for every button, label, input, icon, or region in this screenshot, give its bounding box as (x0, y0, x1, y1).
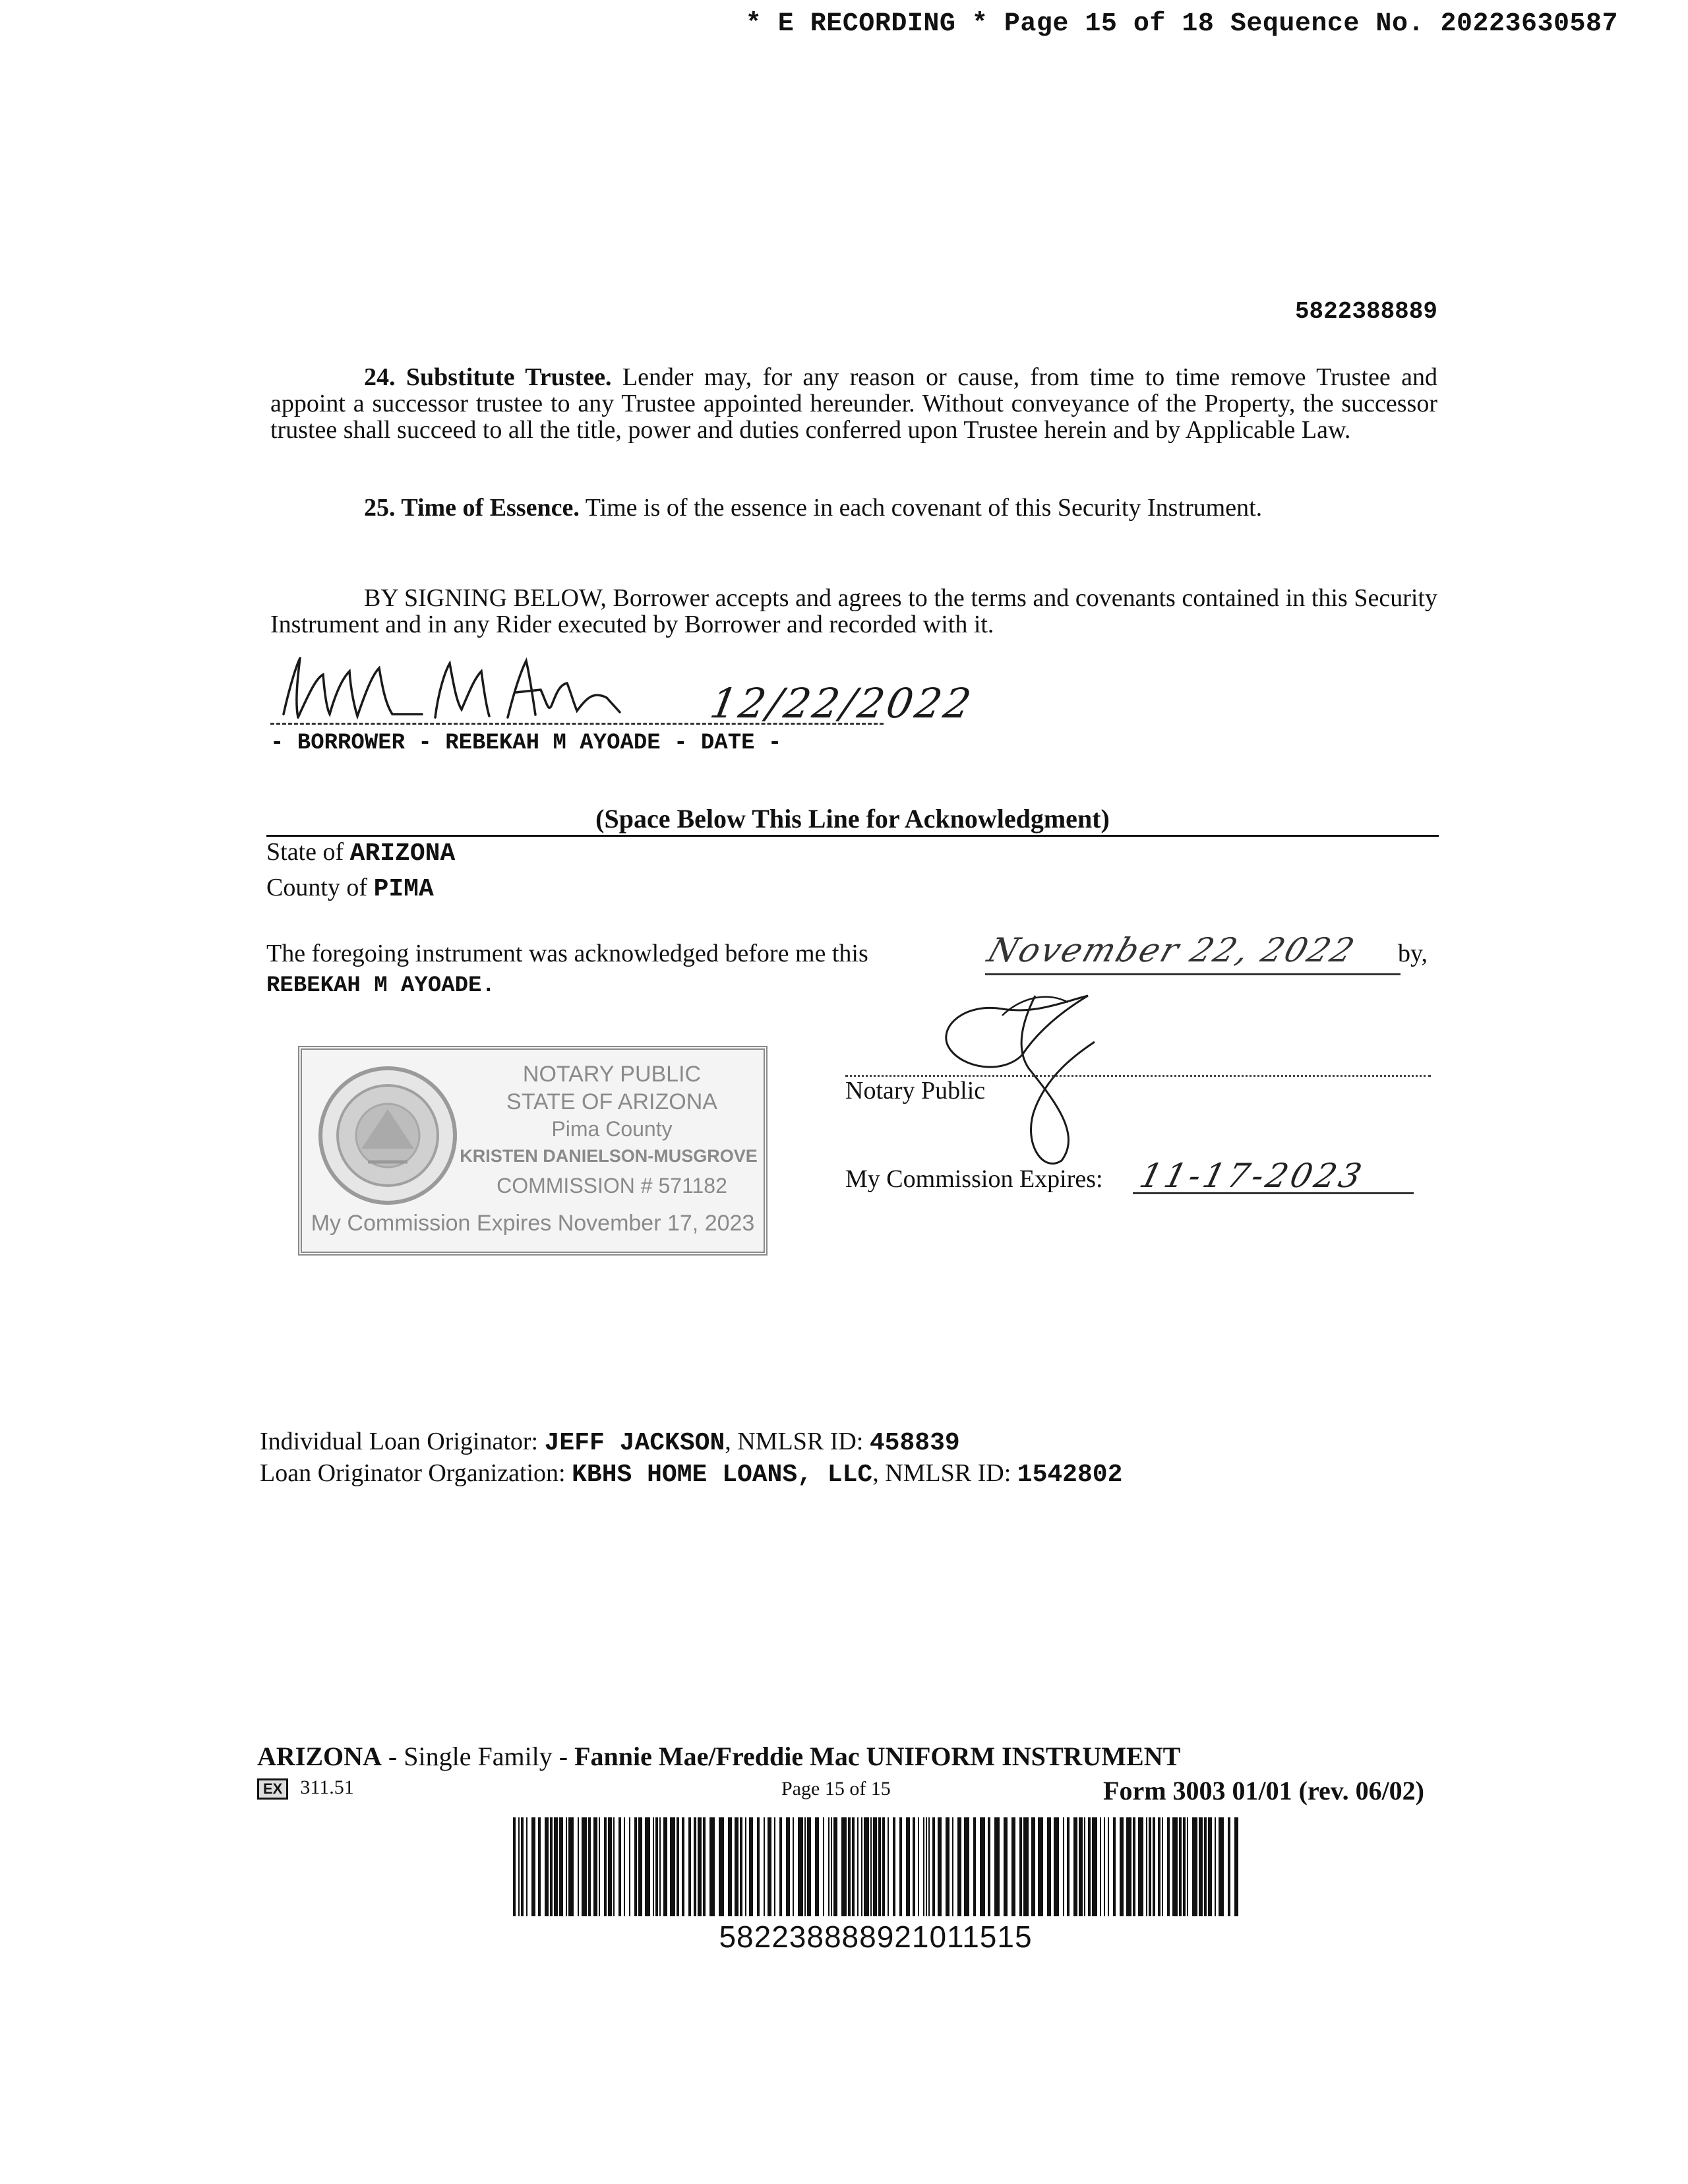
barcode-bar (1228, 1817, 1230, 1916)
barcode-bar (719, 1817, 724, 1916)
state-label: State of (266, 838, 344, 866)
barcode-bar (740, 1817, 742, 1916)
barcode-bar (599, 1817, 600, 1916)
notary-stamp (298, 1046, 768, 1256)
individual-originator-label: Individual Loan Originator: (260, 1428, 539, 1455)
barcode-bar (870, 1817, 872, 1916)
stamp-county: Pima County (551, 1117, 673, 1141)
recording-header: * E RECORDING * Page 15 of 18 Sequence No. 20223630587 (745, 9, 1618, 39)
barcode-bar (1126, 1817, 1131, 1916)
barcode-bar (518, 1817, 520, 1916)
barcode-bar (1038, 1817, 1043, 1916)
barcode-bar (988, 1817, 990, 1916)
form-number: Form 3003 01/01 (rev. 06/02) (1103, 1776, 1424, 1805)
barcode-bar (1162, 1817, 1163, 1916)
barcode-bar (1079, 1817, 1083, 1916)
barcode-bar (1215, 1817, 1216, 1916)
barcode-bar (526, 1817, 528, 1916)
barcode-bar (538, 1817, 541, 1916)
stamp-commission: COMMISSION # 571182 (497, 1174, 727, 1198)
barcode-bar (1219, 1817, 1224, 1916)
commission-date-line (1133, 1192, 1414, 1194)
barcode-bar (831, 1817, 832, 1916)
barcode-bar (634, 1817, 637, 1916)
barcode-bar (513, 1817, 516, 1916)
borrower-signature-date: 12/22/2022 (706, 679, 977, 727)
barcode-bar (957, 1817, 961, 1916)
organization-originator (260, 1459, 1122, 1489)
barcode-bar (973, 1817, 976, 1916)
barcode-bar (757, 1817, 760, 1916)
form-code (257, 1776, 354, 1800)
barcode-bar (550, 1817, 553, 1916)
barcode-bar (928, 1817, 930, 1916)
barcode-bar (645, 1817, 650, 1916)
commission-handwritten-date: 11-17-2023 (1135, 1157, 1369, 1195)
barcode-bar (709, 1817, 715, 1916)
barcode-bar (923, 1817, 924, 1916)
barcode-bar (1084, 1817, 1085, 1916)
barcode-bar (828, 1817, 829, 1916)
county-line (266, 873, 434, 903)
barcode-bar (938, 1817, 942, 1916)
barcode-bar (593, 1817, 597, 1916)
barcode-bar (1011, 1817, 1015, 1916)
barcode-bar (1234, 1817, 1238, 1916)
barcode-bar (1172, 1817, 1178, 1916)
section-24 (270, 364, 1437, 443)
barcode-bar (1019, 1817, 1022, 1916)
barcode-bar (786, 1817, 790, 1916)
barcode-bar (1023, 1817, 1029, 1916)
notary-public-label: Notary Public (845, 1077, 986, 1105)
section-25-title: 25. Time of Essence. (364, 494, 580, 522)
barcode-bar (1199, 1817, 1203, 1916)
barcode-bar (952, 1817, 953, 1916)
barcode-bar (568, 1817, 574, 1916)
barcode-bar (531, 1817, 535, 1916)
barcode-bar (848, 1817, 851, 1916)
barcode-number: 582238888921011515 (719, 1920, 1033, 1954)
barcode-bar (1158, 1817, 1160, 1916)
barcode-bar (878, 1817, 881, 1916)
commission-label: My Commission Expires: (845, 1165, 1103, 1193)
acknowledgment-handwritten-date: November 22, 2022 (982, 931, 1361, 969)
barcode-bar (698, 1817, 702, 1916)
individual-originator-name: JEFF JACKSON (544, 1429, 725, 1457)
barcode-bar (764, 1817, 765, 1916)
acknowledgment-divider (266, 803, 1439, 837)
loan-number: 5822388889 (1294, 298, 1437, 325)
barcode-bar (946, 1817, 950, 1916)
form-code-number: 311.51 (300, 1776, 354, 1798)
barcode-bar (864, 1817, 869, 1916)
barcode-bar (688, 1817, 691, 1916)
barcode-bar (566, 1817, 567, 1916)
ex-badge: EX (257, 1778, 288, 1800)
barcode-bar (913, 1817, 915, 1916)
individual-nmlsr-label: , NMLSR ID: (725, 1428, 864, 1455)
barcode-bar (861, 1817, 862, 1916)
acknowledgment-sentence: The foregoing instrument was acknowledged before me this (266, 940, 868, 967)
barcode-bar (893, 1817, 895, 1916)
barcode-bar (659, 1817, 661, 1916)
barcode-bar (1031, 1817, 1035, 1916)
stamp-expires: My Commission Expires November 17, 2023 (311, 1211, 755, 1236)
signing-clause (270, 585, 1437, 638)
county-label: County of (266, 874, 368, 901)
barcode-bar (1192, 1817, 1197, 1916)
barcode-bar (804, 1817, 806, 1916)
acknowledgment-by: by, (1398, 940, 1428, 967)
barcode-bar (1113, 1817, 1116, 1916)
stamp-title: NOTARY PUBLIC (522, 1062, 702, 1087)
barcode-bar (663, 1817, 667, 1916)
barcode-bar (629, 1817, 630, 1916)
barcode-bar (1054, 1817, 1059, 1916)
barcode-bar (964, 1817, 969, 1916)
barcode-bar (677, 1817, 679, 1916)
barcode-bar (1167, 1817, 1170, 1916)
barcode-bar (793, 1817, 794, 1916)
stamp-state: STATE OF ARIZONA (506, 1089, 717, 1114)
acknowledged-name: REBEKAH M AYOADE. (266, 973, 495, 998)
barcode-bar (1108, 1817, 1109, 1916)
barcode-bar (1138, 1817, 1143, 1916)
barcode-bar (1104, 1817, 1105, 1916)
individual-nmlsr-id: 458839 (869, 1429, 960, 1457)
barcode-bar (833, 1817, 837, 1916)
barcode-bar (906, 1817, 910, 1916)
barcode-bar (857, 1817, 859, 1916)
organization-originator-label: Loan Originator Organization: (260, 1459, 566, 1487)
county-value: PIMA (373, 875, 434, 903)
barcode-bar (604, 1817, 607, 1916)
barcode-bar (653, 1817, 654, 1916)
section-24-body: Lender may, for any reason or cause, from time to time remove Trustee and appoint a successor trustee to any Trustee appointed hereunder. Without conveyance of the Property, the successor trustee shall succeed to all the title, power and duties conferred upon Trustee herein and by Applicable Law. (270, 363, 1437, 444)
barcode-bar (613, 1817, 615, 1916)
barcode-bar (1204, 1817, 1207, 1916)
barcode-bar (1004, 1817, 1008, 1916)
barcode-bar (852, 1817, 855, 1916)
barcode-bar (559, 1817, 563, 1916)
barcode-bar (745, 1817, 746, 1916)
barcode (513, 1817, 1238, 1916)
barcode-bar (608, 1817, 612, 1916)
barcode-bar (882, 1817, 885, 1916)
organization-nmlsr-label: , NMLSR ID: (872, 1459, 1011, 1487)
barcode-bar (578, 1817, 579, 1916)
barcode-bar (655, 1817, 658, 1916)
individual-originator (260, 1427, 960, 1457)
acknowledgment-date-line (985, 973, 1401, 975)
state-line (266, 837, 455, 868)
barcode-bar (545, 1817, 549, 1916)
barcode-bar (768, 1817, 771, 1916)
barcode-bar (873, 1817, 877, 1916)
barcode-bar (670, 1817, 675, 1916)
barcode-bar (624, 1817, 625, 1916)
barcode-bar (1047, 1817, 1051, 1916)
barcode-bar (932, 1817, 935, 1916)
barcode-bar (694, 1817, 696, 1916)
barcode-bar (1088, 1817, 1091, 1916)
barcode-bar (888, 1817, 889, 1916)
barcode-bar (1183, 1817, 1186, 1916)
barcode-bar (749, 1817, 753, 1916)
form-instrument: Fannie Mae/Freddie Mac UNIFORM INSTRUMENT (574, 1742, 1181, 1771)
barcode-bar (1146, 1817, 1147, 1916)
barcode-bar (899, 1817, 902, 1916)
barcode-bar (638, 1817, 642, 1916)
section-24-title: 24. Substitute Trustee. (364, 363, 612, 391)
barcode-bar (918, 1817, 919, 1916)
organization-nmlsr-id: 1542802 (1017, 1461, 1123, 1489)
acknowledgment-heading: (Space Below This Line for Acknowledgment) (595, 804, 1110, 834)
section-25 (270, 495, 1437, 521)
barcode-bar (1153, 1817, 1155, 1916)
barcode-bar (994, 1817, 1000, 1916)
barcode-bar (1149, 1817, 1151, 1916)
form-title (257, 1741, 1180, 1772)
signing-clause-text: BY SIGNING BELOW, Borrower accepts and agrees to the terms and covenants contained in this Security Instrument and in any Rider executed by Borrower and recorded with it. (270, 584, 1437, 638)
barcode-bar (1179, 1817, 1182, 1916)
barcode-bar (728, 1817, 732, 1916)
barcode-bar (1187, 1817, 1188, 1916)
barcode-bar (1073, 1817, 1077, 1916)
barcode-bar (521, 1817, 524, 1916)
barcode-bar (582, 1817, 587, 1916)
barcode-bar (980, 1817, 985, 1916)
barcode-bar (682, 1817, 684, 1916)
barcode-bar (554, 1817, 558, 1916)
borrower-caption: - BORROWER - REBEKAH M AYOADE - DATE - (270, 731, 782, 756)
form-separator: - Single Family - (381, 1742, 575, 1771)
barcode-bar (1067, 1817, 1070, 1916)
section-25-body: Time is of the essence in each covenant of this Security Instrument. (585, 494, 1263, 522)
borrower-signature (277, 652, 699, 725)
barcode-bar (703, 1817, 706, 1916)
barcode-bar (774, 1817, 775, 1916)
barcode-bar (807, 1817, 811, 1916)
state-value: ARIZONA (349, 839, 456, 868)
barcode-bar (1100, 1817, 1101, 1916)
barcode-bar (798, 1817, 803, 1916)
signature-line (270, 723, 884, 725)
state-seal-icon (315, 1063, 460, 1208)
barcode-bar (1063, 1817, 1064, 1916)
barcode-bar (1133, 1817, 1135, 1916)
stamp-notary-name: KRISTEN DANIELSON-MUSGROVE (460, 1146, 758, 1166)
barcode-bar (779, 1817, 782, 1916)
barcode-bar (815, 1817, 819, 1916)
barcode-bar (735, 1817, 738, 1916)
barcode-bar (841, 1817, 847, 1916)
organization-originator-name: KBHS HOME LOANS, LLC (572, 1461, 873, 1489)
barcode-bar (588, 1817, 591, 1916)
barcode-bar (1208, 1817, 1212, 1916)
barcode-bar (1120, 1817, 1124, 1916)
form-page-number: Page 15 of 15 (781, 1778, 891, 1800)
barcode-bar (823, 1817, 824, 1916)
form-state: ARIZONA (257, 1742, 382, 1771)
barcode-bar (1092, 1817, 1097, 1916)
barcode-bar (618, 1817, 621, 1916)
barcode-bar (926, 1817, 927, 1916)
